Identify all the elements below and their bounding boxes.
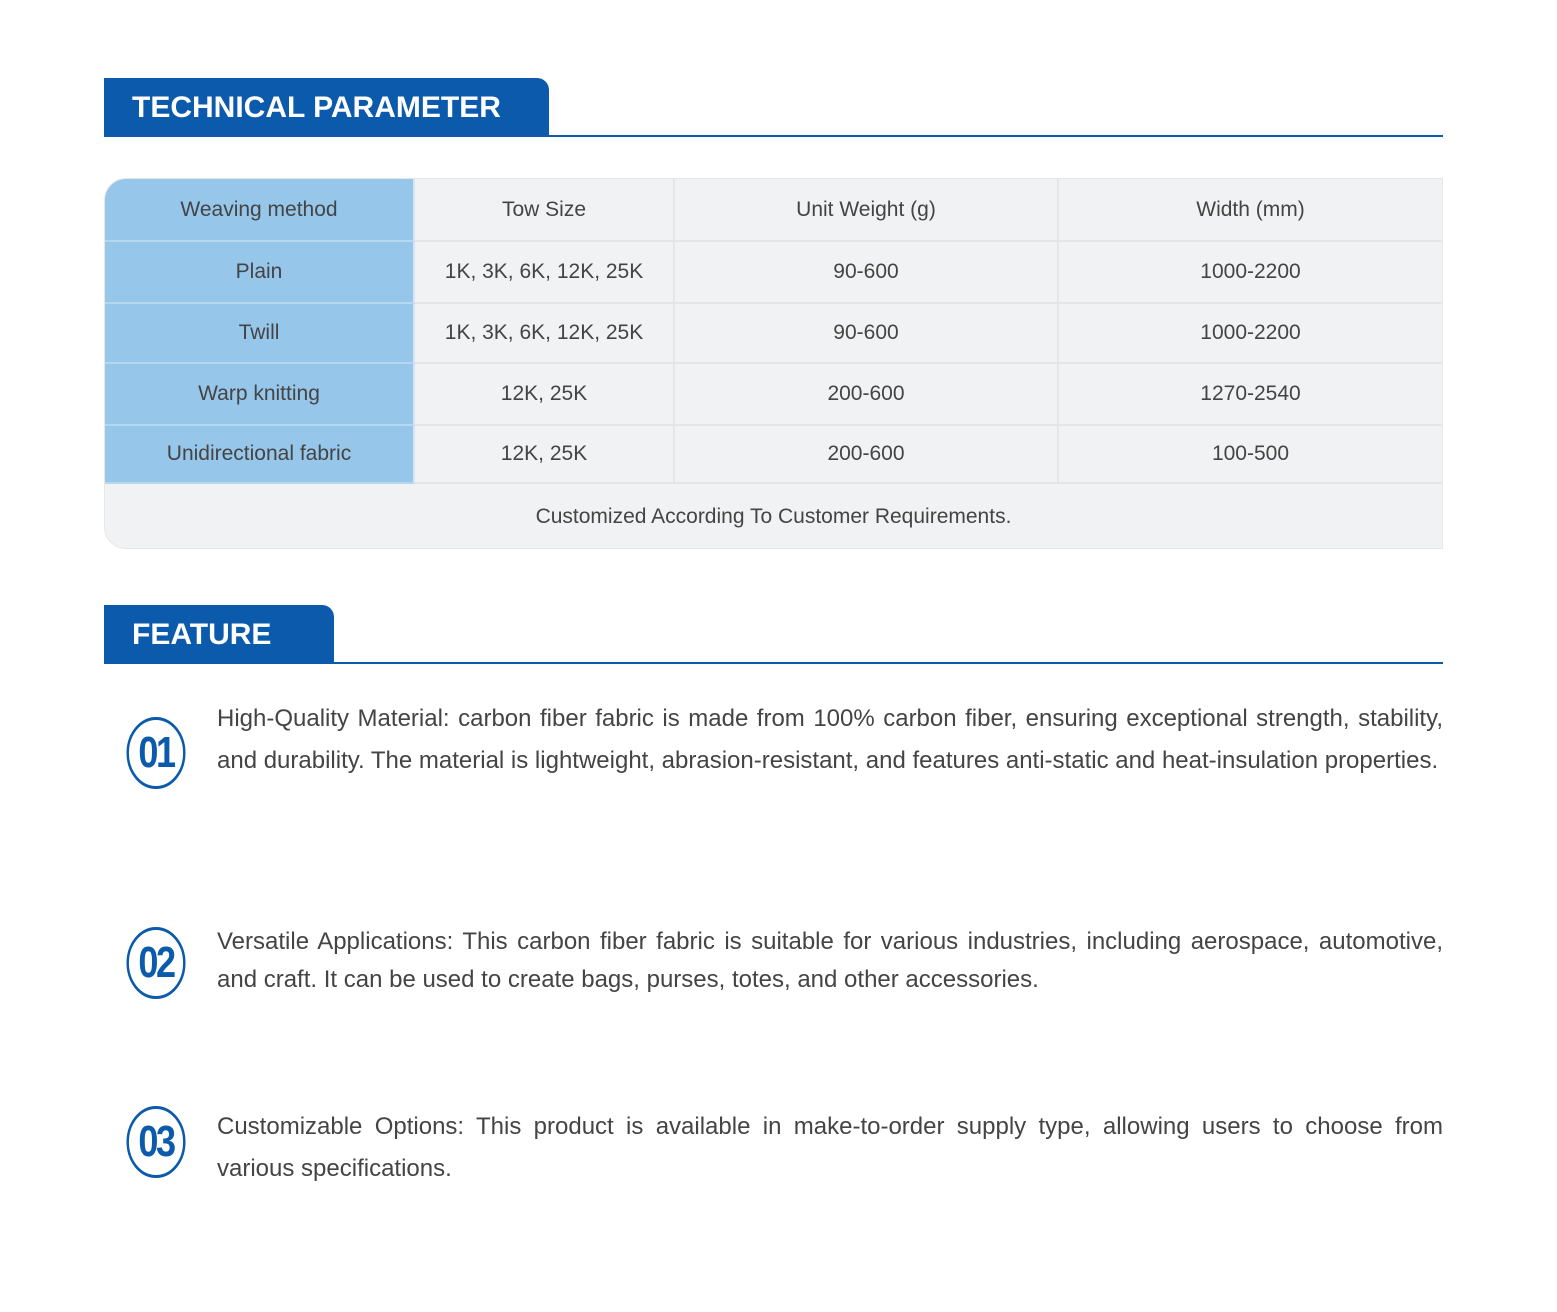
- column-header: Weaving method: [105, 179, 415, 242]
- feature-text: Customizable Options: This product is available in make-to-order supply type, allowing users to choose from various specifications.: [217, 1113, 1443, 1182]
- table-row: [105, 242, 1442, 304]
- table-cell: 90-600: [675, 304, 1059, 364]
- table-header-row: [105, 179, 1442, 242]
- table-cell: 90-600: [675, 242, 1059, 304]
- table-cell: 200-600: [675, 426, 1059, 484]
- feature-text: Versatile Applications: This carbon fiber fabric is suitable for various industries, including aerospace, automotive, and craft. It can be used to create bags, purses, totes, and other accessories.: [217, 928, 1443, 993]
- table-cell: 100-500: [1059, 426, 1442, 484]
- section-divider: [104, 135, 1443, 137]
- column-header: Width (mm): [1059, 179, 1442, 242]
- technical-parameter-table: [104, 178, 1443, 549]
- table-cell: 12K, 25K: [415, 364, 675, 426]
- table-cell: 1270-2540: [1059, 364, 1442, 426]
- section-title: TECHNICAL PARAMETER: [104, 78, 549, 137]
- table-footer-note: Customized According To Customer Requirements.: [535, 505, 1012, 528]
- feature-number-badge: 03: [126, 1106, 185, 1178]
- table-row: [105, 364, 1442, 426]
- table-cell: 1K, 3K, 6K, 12K, 25K: [415, 304, 675, 364]
- table-row: [105, 426, 1442, 484]
- feature-number-badge: 01: [126, 717, 185, 789]
- table-cell: 200-600: [675, 364, 1059, 426]
- table-cell: Plain: [105, 242, 415, 304]
- section-divider: [104, 662, 1443, 664]
- table-cell: 12K, 25K: [415, 426, 675, 484]
- table-cell: Warp knitting: [105, 364, 415, 426]
- table-cell: Twill: [105, 304, 415, 364]
- column-header: Tow Size: [415, 179, 675, 242]
- column-header: Unit Weight (g): [675, 179, 1059, 242]
- feature-text: High-Quality Material: carbon fiber fabric is made from 100% carbon fiber, ensuring exceptional strength, stability, and durability. The material is lightweight, abrasion-resistant, and features anti-static and heat-insulation properties.: [217, 705, 1443, 774]
- table-cell: Unidirectional fabric: [105, 426, 415, 484]
- table-row: [105, 304, 1442, 364]
- table-cell: 1000-2200: [1059, 242, 1442, 304]
- table-cell: 1K, 3K, 6K, 12K, 25K: [415, 242, 675, 304]
- technical-parameter-header: [104, 78, 1443, 138]
- feature-header: [104, 605, 1443, 665]
- table-cell: 1000-2200: [1059, 304, 1442, 364]
- feature-number-badge: 02: [126, 927, 185, 999]
- section-title: FEATURE: [104, 605, 334, 664]
